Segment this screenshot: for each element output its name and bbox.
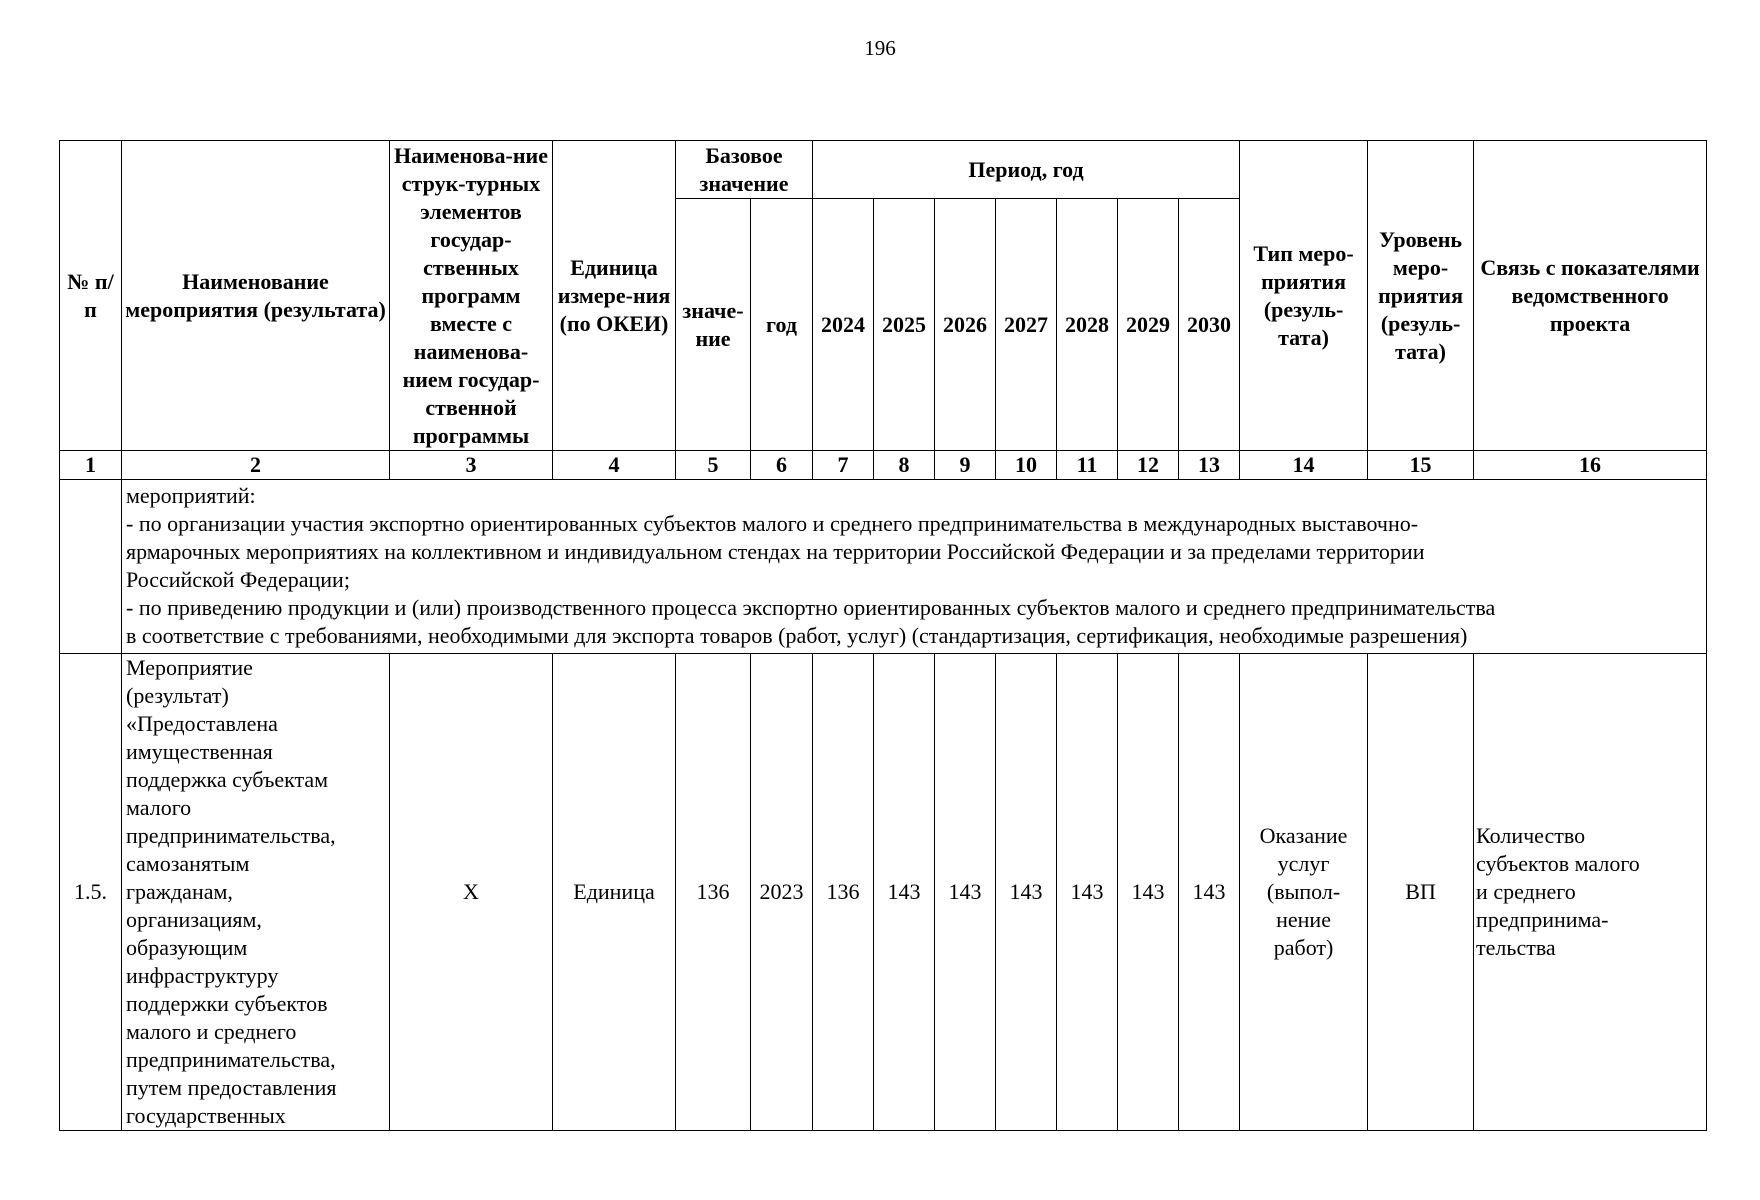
text-line: малого и среднего bbox=[126, 1019, 297, 1044]
column-number: 12 bbox=[1118, 451, 1179, 480]
text-line: Мероприятие bbox=[126, 655, 253, 680]
row-number: 1.5. bbox=[60, 654, 122, 1131]
value-2030: 143 bbox=[1179, 654, 1240, 1131]
text-line: тельства bbox=[1476, 935, 1556, 960]
column-number: 15 bbox=[1368, 451, 1474, 480]
header-year-2030: 2030 bbox=[1179, 199, 1240, 451]
column-number: 2 bbox=[122, 451, 390, 480]
header-year-2026: 2026 bbox=[935, 199, 996, 451]
table-row bbox=[60, 654, 1707, 1131]
page-number: 196 bbox=[864, 36, 896, 60]
text-line: Российской Федерации; bbox=[126, 567, 350, 592]
text-line: Количество bbox=[1476, 823, 1586, 848]
text-line: в соответствие с требованиями, необходимыми для экспорта товаров (работ, услуг) (стандартизация, сертификация, необходимые разрешения) bbox=[126, 623, 1468, 648]
structural-element: Х bbox=[390, 654, 553, 1131]
text-line: предпринима- bbox=[1476, 907, 1609, 932]
header-year-2028: 2028 bbox=[1057, 199, 1118, 451]
text-line: Оказание bbox=[1259, 823, 1348, 848]
column-number: 4 bbox=[553, 451, 676, 480]
text-line: предпринимательства, bbox=[126, 1047, 336, 1072]
column-number: 8 bbox=[874, 451, 935, 480]
header-activity-name: Наименование мероприятия (результата) bbox=[122, 141, 390, 451]
text-line: образующим bbox=[126, 935, 248, 960]
activity-name bbox=[122, 654, 390, 1131]
column-number: 3 bbox=[390, 451, 553, 480]
value-2025: 143 bbox=[874, 654, 935, 1131]
header-base-year: год bbox=[751, 199, 813, 451]
column-number: 7 bbox=[813, 451, 874, 480]
text-line: поддержки субъектов bbox=[126, 991, 328, 1016]
header-year-2027: 2027 bbox=[996, 199, 1057, 451]
column-number: 1 bbox=[60, 451, 122, 480]
text-line: путем предоставления bbox=[126, 1075, 337, 1100]
text-line: - по организации участия экспортно ориентированных субъектов малого и среднего предпринимательства в международных выставочно- bbox=[126, 511, 1419, 536]
header-activity-type: Тип меро-приятия (резуль-тата) bbox=[1240, 141, 1368, 451]
text-line: (выпол- bbox=[1266, 879, 1341, 904]
header-year-2029: 2029 bbox=[1118, 199, 1179, 451]
text-line: инфраструктуру bbox=[126, 963, 279, 988]
text-line: - по приведению продукции и (или) производственного процесса экспортно ориентированных субъектов малого и среднего предпринимательства bbox=[126, 595, 1496, 620]
value-2027: 143 bbox=[996, 654, 1057, 1131]
text-line: (результат) bbox=[126, 683, 229, 708]
text-line: нение bbox=[1276, 907, 1331, 932]
column-number: 6 bbox=[751, 451, 813, 480]
text-line: гражданам, bbox=[126, 879, 233, 904]
text-line: имущественная bbox=[126, 739, 273, 764]
header-year-2025: 2025 bbox=[874, 199, 935, 451]
text-line: поддержка субъектам bbox=[126, 767, 329, 792]
header-year-2024: 2024 bbox=[813, 199, 874, 451]
header-number: № п/п bbox=[60, 141, 122, 451]
text-line: малого bbox=[126, 795, 192, 820]
base-value: 136 bbox=[676, 654, 751, 1131]
text-line: мероприятий: bbox=[126, 483, 256, 508]
header-indicator-link: Связь с показателями ведомственного проекта bbox=[1474, 141, 1707, 451]
value-2028: 143 bbox=[1057, 654, 1118, 1131]
value-2024: 136 bbox=[813, 654, 874, 1131]
text-line: ярмарочных мероприятиях на коллективном и индивидуальном стендах на территории Российской Федерации и за пределами территории bbox=[126, 539, 1425, 564]
continuation-text bbox=[122, 480, 1707, 654]
header-row-1 bbox=[60, 141, 1707, 199]
value-2029: 143 bbox=[1118, 654, 1179, 1131]
value-2026: 143 bbox=[935, 654, 996, 1131]
activity-type bbox=[1240, 654, 1368, 1131]
text-line: самозанятым bbox=[126, 851, 250, 876]
activity-level: ВП bbox=[1368, 654, 1474, 1131]
text-line: услуг bbox=[1277, 851, 1330, 876]
column-number: 16 bbox=[1474, 451, 1707, 480]
text-line: государственных bbox=[126, 1103, 286, 1128]
header-unit: Единица измере-ния (по ОКЕИ) bbox=[553, 141, 676, 451]
continuation-number-cell bbox=[60, 480, 122, 654]
header-base-value-group: Базовое значение bbox=[676, 141, 813, 199]
unit-of-measure: Единица bbox=[553, 654, 676, 1131]
text-line: работ) bbox=[1273, 935, 1334, 960]
header-structural-elements: Наименова-ние струк-турных элементов государ-ственных программ вместе с наименова-нием государ-ственной программы bbox=[390, 141, 553, 451]
column-number: 11 bbox=[1057, 451, 1118, 480]
column-number: 13 bbox=[1179, 451, 1240, 480]
header-base-value: значе-ние bbox=[676, 199, 751, 451]
indicator-link bbox=[1474, 654, 1707, 1131]
text-line: организациям, bbox=[126, 907, 262, 932]
text-line: субъектов малого bbox=[1476, 851, 1640, 876]
header-period-group: Период, год bbox=[813, 141, 1240, 199]
header-activity-level: Уровень меро-приятия (резуль-тата) bbox=[1368, 141, 1474, 451]
continuation-row bbox=[60, 480, 1707, 654]
text-line: предпринимательства, bbox=[126, 823, 336, 848]
column-number: 9 bbox=[935, 451, 996, 480]
column-number: 14 bbox=[1240, 451, 1368, 480]
activities-table bbox=[59, 140, 1707, 1131]
text-line: и среднего bbox=[1476, 879, 1576, 904]
base-year: 2023 bbox=[751, 654, 813, 1131]
column-number: 10 bbox=[996, 451, 1057, 480]
column-number-row bbox=[60, 451, 1707, 480]
text-line: «Предоставлена bbox=[126, 711, 278, 736]
column-number: 5 bbox=[676, 451, 751, 480]
